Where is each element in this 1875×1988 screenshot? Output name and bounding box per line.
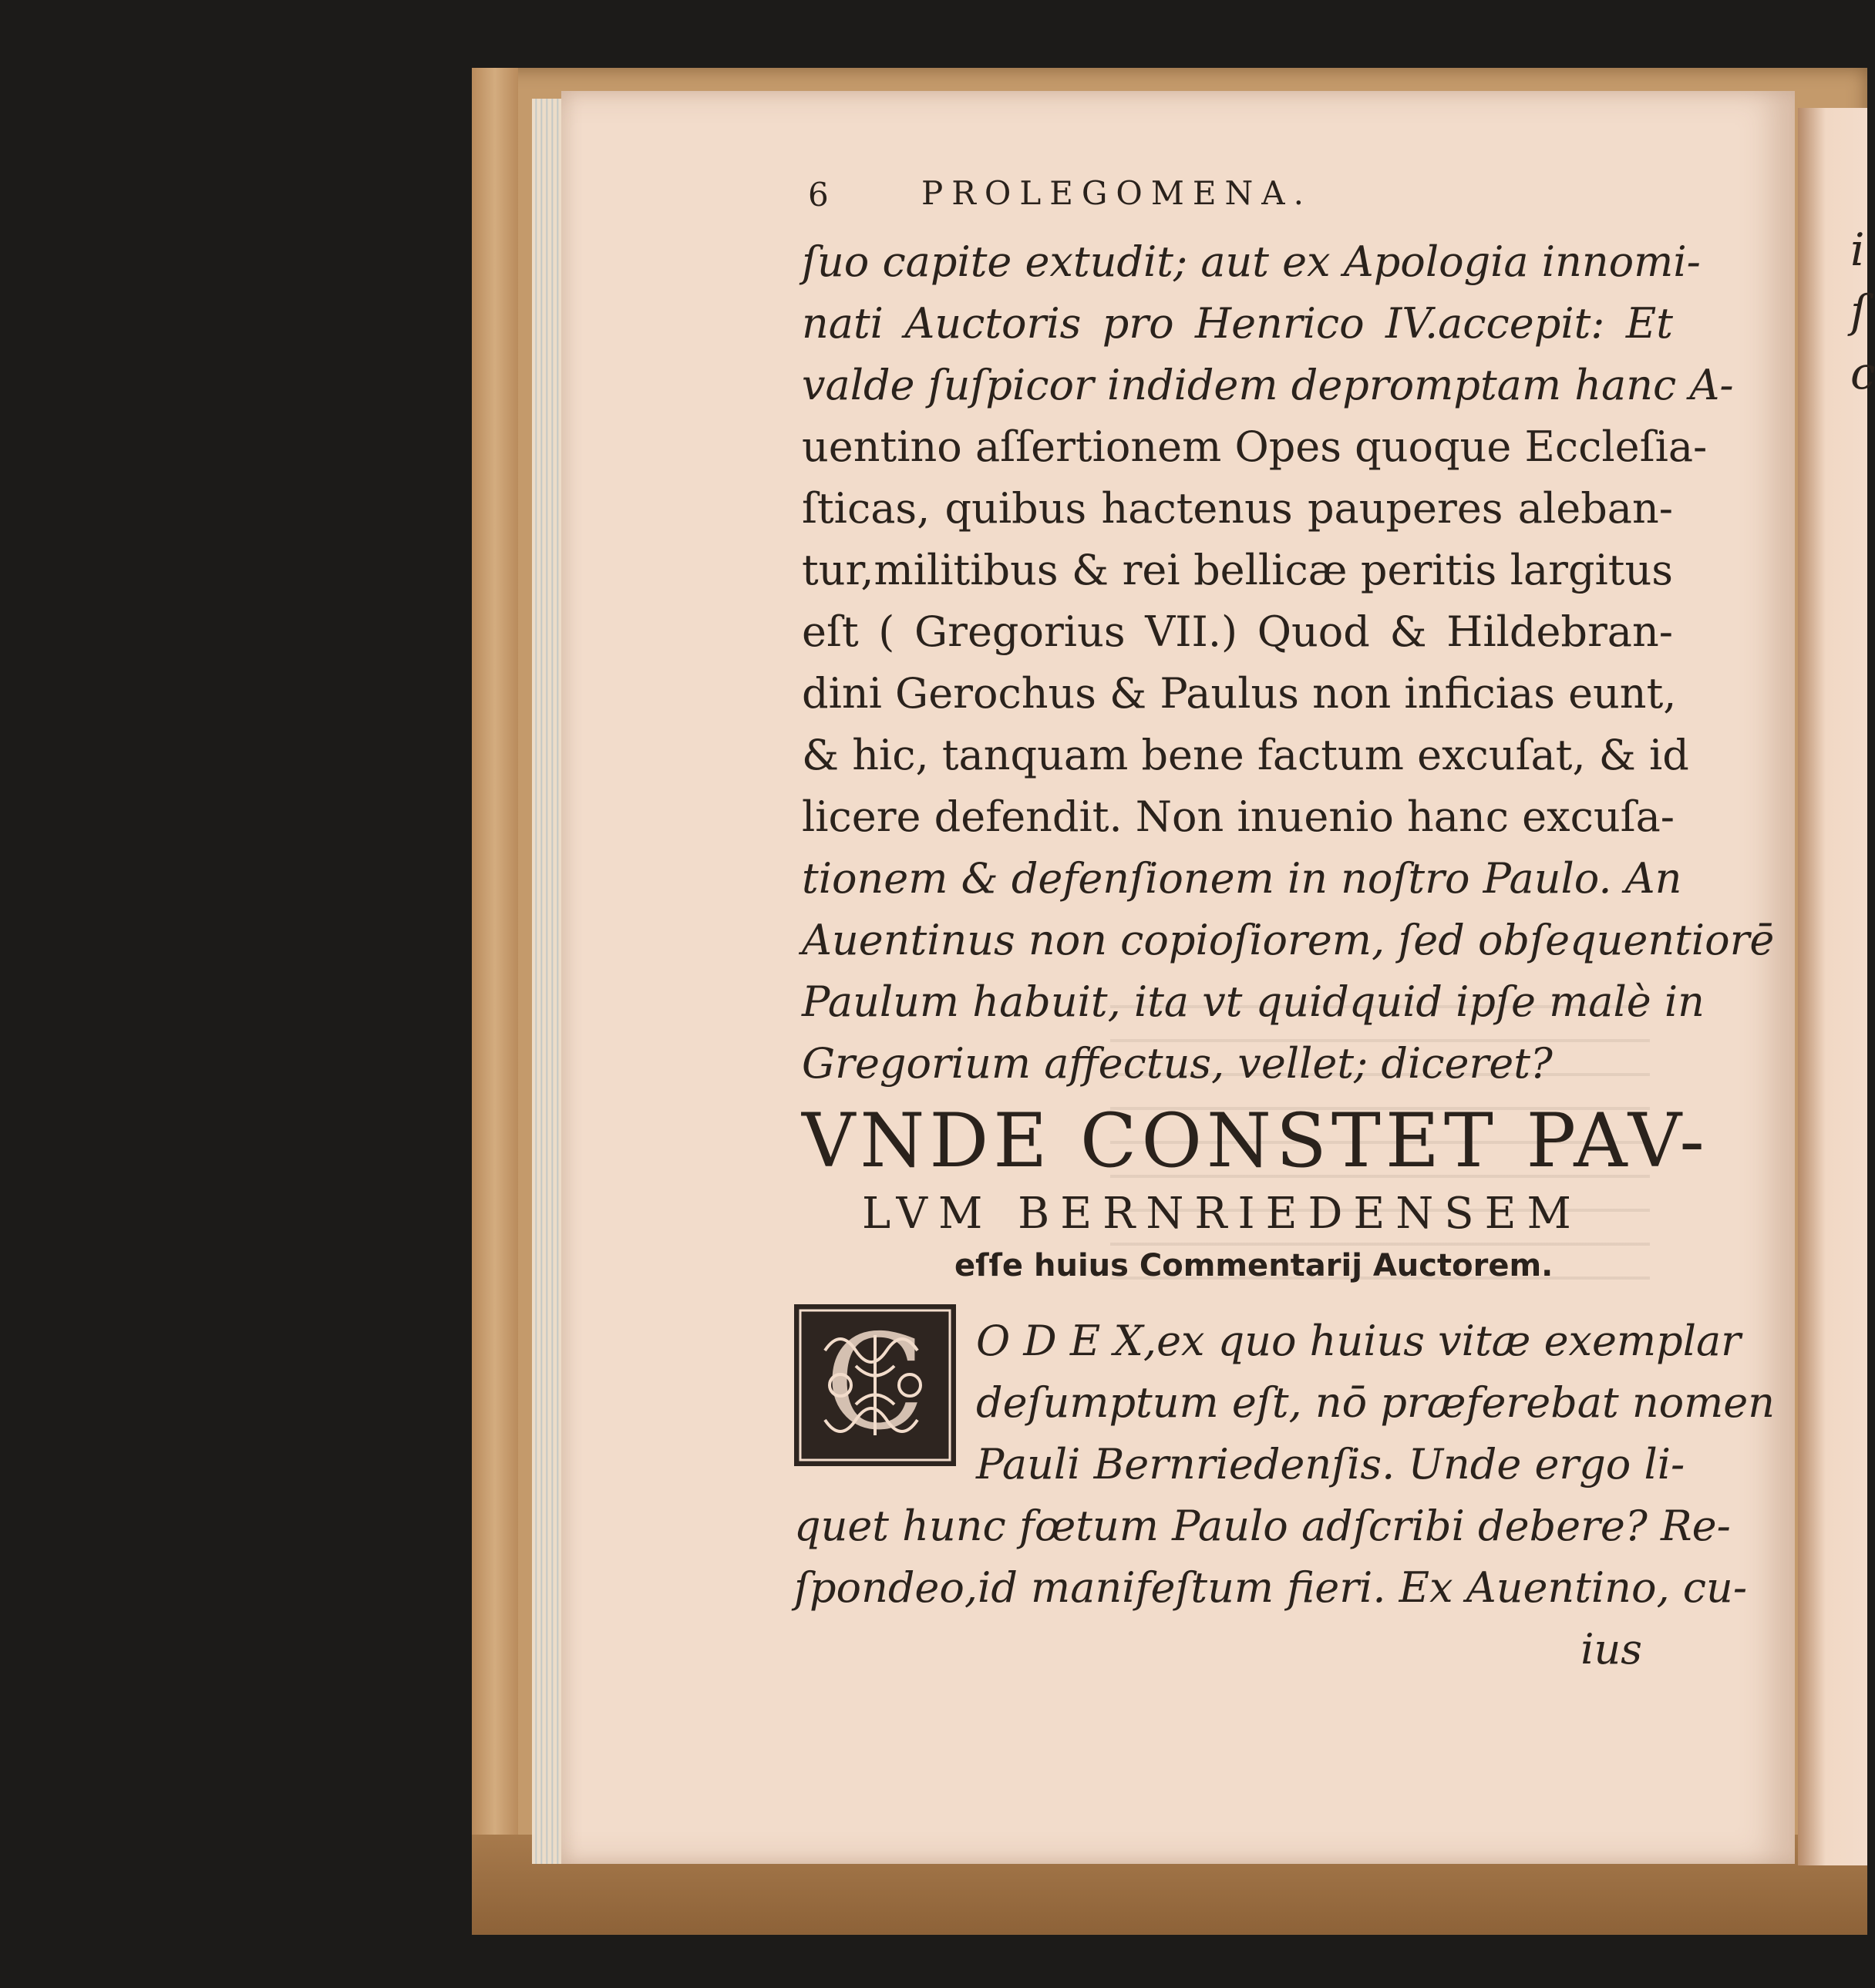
page-number: 6 bbox=[808, 176, 829, 214]
body-line: nati Auctoris pro Henrico IV.accepit: Et bbox=[802, 299, 1673, 348]
body-line: eſt ( Gregorius VII.) Quod & Hildebran- bbox=[802, 607, 1673, 656]
body-line: uentino aſſertionem Opes quoque Eccleſia- bbox=[802, 422, 1708, 471]
section-heading-line-2: LVM BERNRIEDENSEM bbox=[862, 1189, 1582, 1239]
page-edges bbox=[532, 99, 563, 1864]
body-line: Gregorium affectus, vellet; diceret? bbox=[802, 1039, 1553, 1088]
initial-letter: C bbox=[824, 1307, 926, 1459]
body-line: Paulum habuit, ita vt quidquid ipſe malè in bbox=[802, 977, 1705, 1026]
body-line: tur,militibus & rei bellicæ peritis largitus bbox=[802, 546, 1673, 594]
facing-page-fragment: c bbox=[1850, 347, 1875, 399]
catchword: ius bbox=[1580, 1625, 1642, 1673]
body-line: licere defendit. Non inuenio hanc excuſa- bbox=[802, 792, 1675, 841]
body-line: Auentinus non copioſiorem, ſed obſequentiorē bbox=[802, 916, 1775, 964]
running-title: PROLEGOMENA. bbox=[921, 174, 1312, 212]
facing-page-fragment: i bbox=[1850, 224, 1865, 276]
paragraph-line: quet hunc fœtum Paulo adſcribi debere? Re- bbox=[794, 1502, 1731, 1550]
body-line: ſticas, quibus hactenus pauperes aleban- bbox=[802, 484, 1673, 533]
paragraph-opening bbox=[976, 1310, 1776, 1495]
running-head bbox=[802, 168, 1658, 214]
decorated-initial-ornament-icon bbox=[794, 1304, 956, 1466]
body-line: tionem & defenſionem in noſtro Paulo. An bbox=[802, 854, 1682, 903]
paragraph-line: O D E X,ex quo huius vitæ exemplar bbox=[976, 1317, 1741, 1365]
body-line: & hic, tanquam bene factum excuſat, & id bbox=[802, 731, 1689, 779]
body-line: dini Gerochus & Paulus non inficias eunt, bbox=[802, 669, 1677, 718]
paragraph-continuation bbox=[794, 1495, 1748, 1680]
section-heading-line-3: eſſe huius Commentarij Auctorem. bbox=[954, 1248, 1554, 1283]
body-text bbox=[802, 231, 1775, 1095]
paragraph-line: deſumptum eſt, nō præferebat nomen bbox=[976, 1378, 1776, 1427]
book-spine-edge bbox=[472, 68, 518, 1935]
paragraph-line: ſpondeo,id manifeſtum fieri. Ex Auentino, cu- bbox=[794, 1563, 1748, 1612]
decorated-initial bbox=[794, 1304, 956, 1466]
paragraph-line: Pauli Bernriedenſis. Unde ergo li- bbox=[976, 1440, 1685, 1488]
section-heading-line-1: VNDE CONSTET PAV- bbox=[802, 1098, 1709, 1184]
body-line: ſuo capite extudit; aut ex Apologia innomi- bbox=[802, 237, 1701, 286]
body-line: valde ſuſpicor indidem depromptam hanc A- bbox=[802, 361, 1734, 409]
facing-page-fragment: ſ bbox=[1850, 285, 1867, 338]
